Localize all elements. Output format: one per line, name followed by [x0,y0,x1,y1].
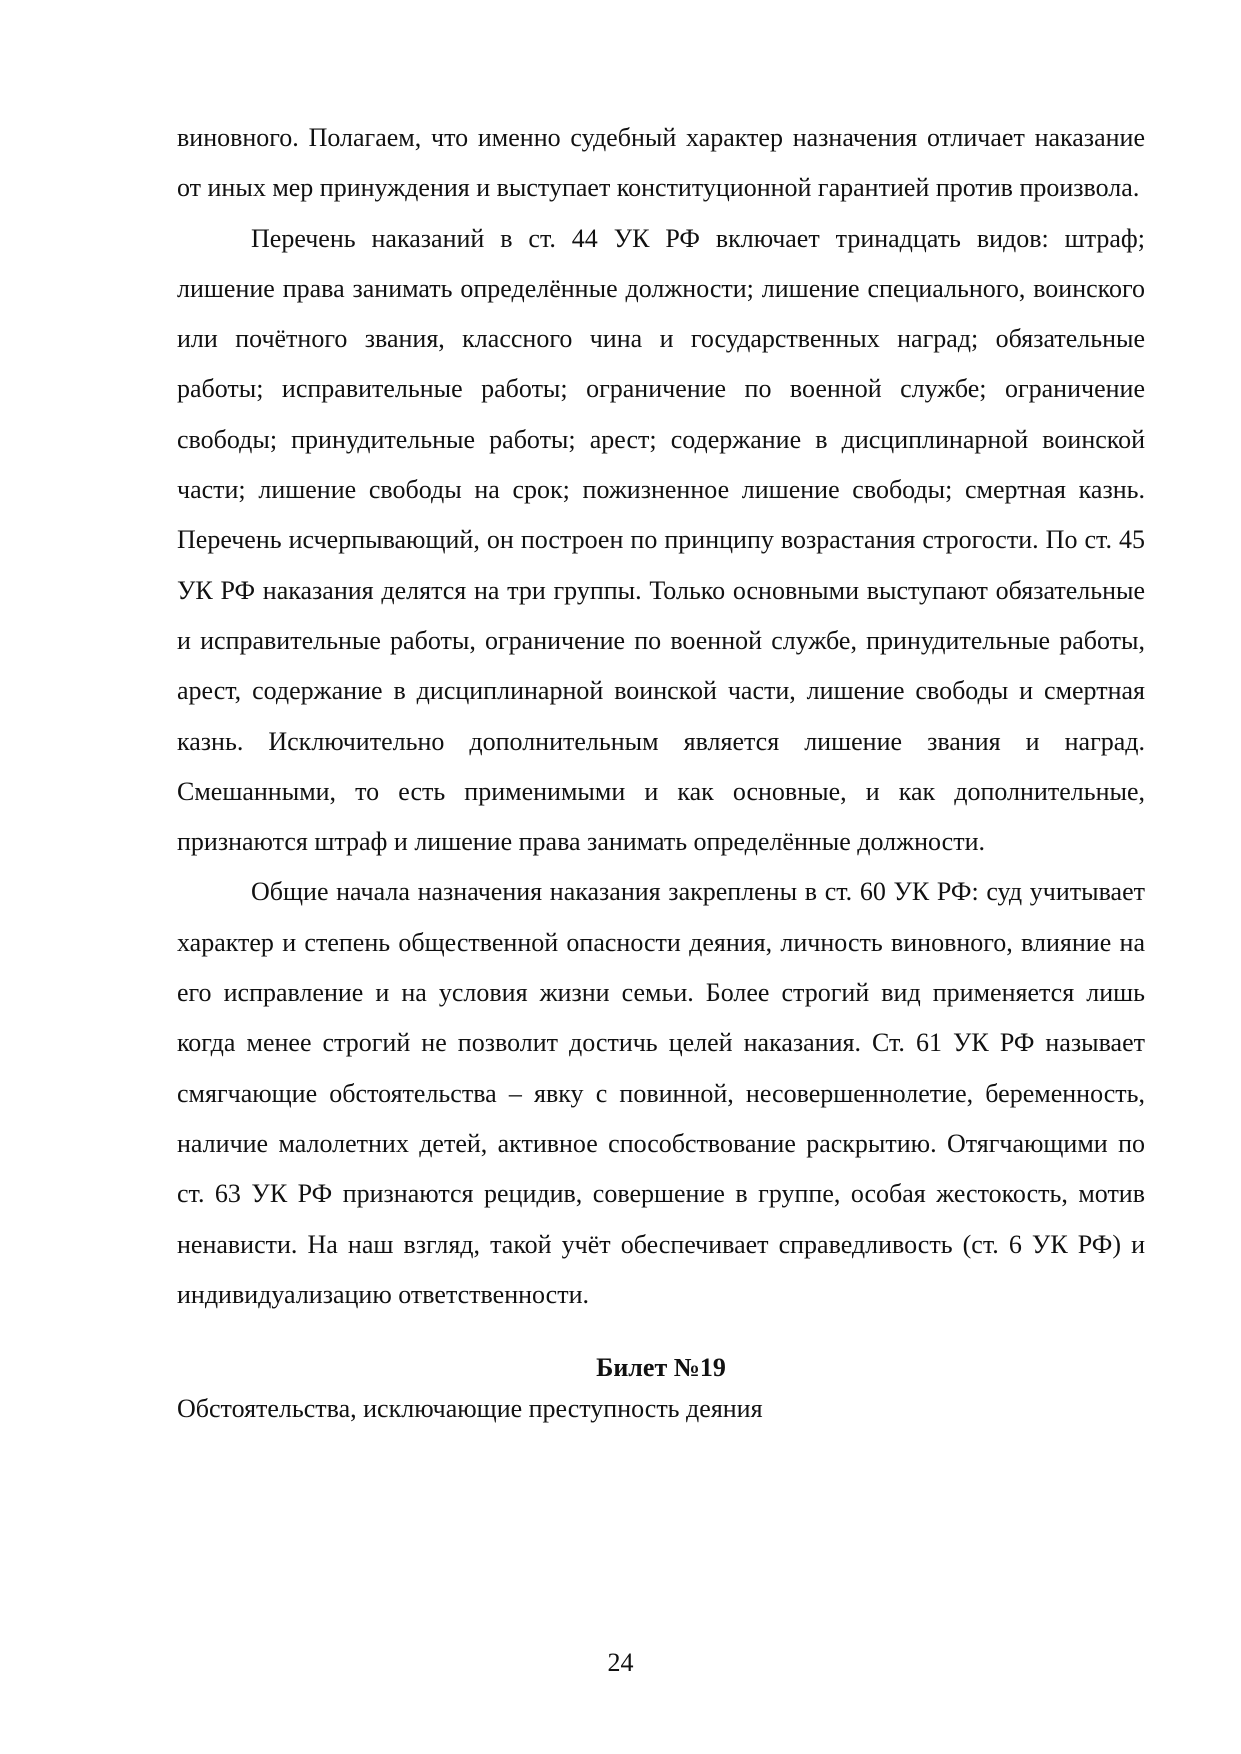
body-text [177,113,1145,1428]
paragraph-general-principles: Общие начала назначения наказания закреплены в ст. 60 УК РФ: суд учитывает характер и степень общественной опасности деяния, личность виновного, влияние на его исправление и на условия жизни семьи. Более строгий вид применяется лишь когда менее строгий не позволит достичь целей наказания. Ст. 61 УК РФ называет смягчающие обстоятельства – явку с повинной, несовершеннолетие, беременность, наличие малолетних детей, активное способствование раскрытию. Отягчающими по ст. 63 УК РФ признаются рецидив, совершение в группе, особая жестокость, мотив ненависти. На наш взгляд, такой учёт обеспечивает справедливость (ст. 6 УК РФ) и индивидуализацию ответственности. [177,877,1145,1309]
page-number: 24 [607,1648,634,1677]
ticket-heading: Билет №19 [596,1353,726,1383]
paragraph-continuation: виновного. Полагаем, что именно судебный характер назначения отличает наказание от иных мер принуждения и выступает конституционной гарантией против произвола. [177,123,1145,203]
ticket-subtitle: Обстоятельства, исключающие преступность деяния [177,1394,763,1424]
paragraph-punishment-list: Перечень наказаний в ст. 44 УК РФ включает тринадцать видов: штраф; лишение права занимать определённые должности; лишение специального, воинского или почётного звания, классного чина и государственных наград; обязательные работы; исправительные работы; ограничение по военной службе; ограничение свободы; принудительные работы; арест; содержание в дисциплинарной воинской части; лишение свободы на срок; пожизненное лишение свободы; смертная казнь. Перечень исчерпывающий, он построен по принципу возрастания строгости. По ст. 45 УК РФ наказания делятся на три группы. Только основными выступают обязательные и исправительные работы, ограничение по военной службе, принудительные работы, арест, содержание в дисциплинарной воинской части, лишение свободы и смертная казнь. Исключительно дополнительным является лишение звания и наград. Смешанными, то есть применимыми и как основные, и как дополнительные, признаются штраф и лишение права занимать определённые должности. [177,223,1145,857]
